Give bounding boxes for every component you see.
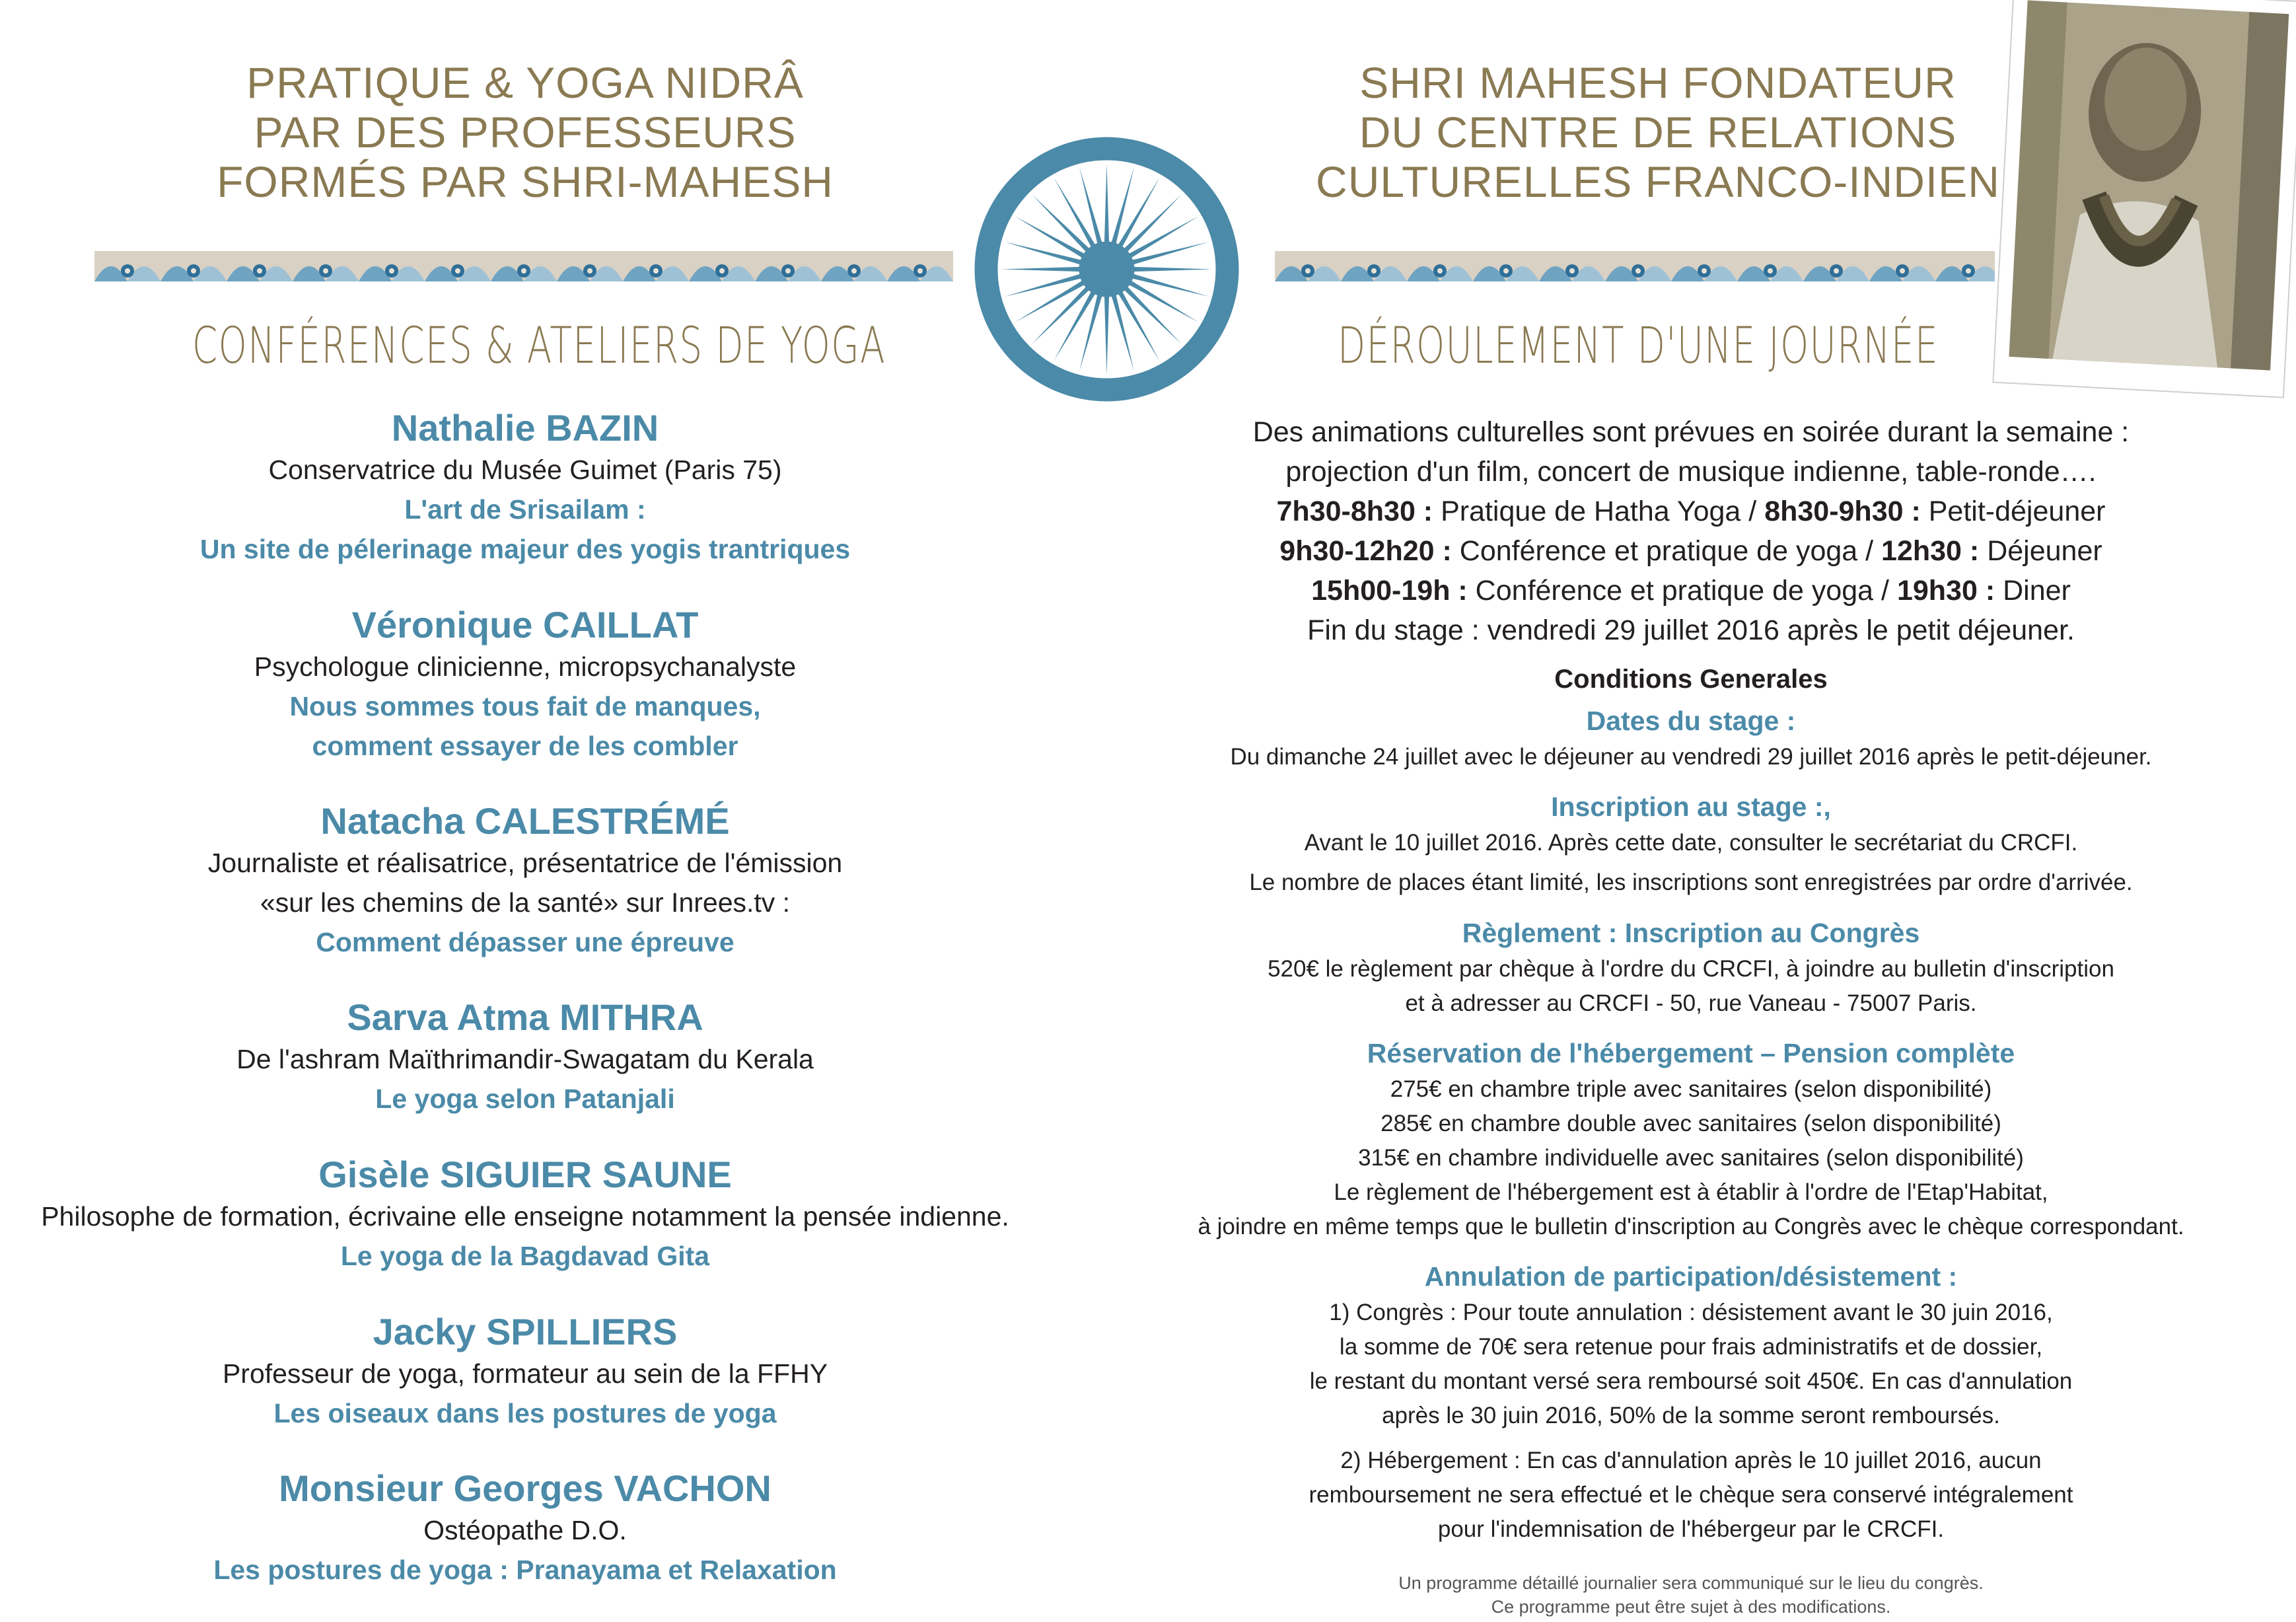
- program-end: Fin du stage : vendredi 29 juillet 2016 après le petit déjeuner.: [1307, 614, 2075, 646]
- schedule-row-1: 7h30-8h30 : Pratique de Hatha Yoga / 8h30-9h30 : Petit-déjeuner: [1276, 496, 2106, 527]
- reservation-text: 315€ en chambre individuelle avec sanitaires (selon disponibilité): [1358, 1145, 2024, 1171]
- left-header-title: [0, 58, 1050, 207]
- dates-heading: Dates du stage :: [1586, 706, 1796, 736]
- annulation-text: 2) Hébergement : En cas d'annulation après le 10 juillet 2016, aucun: [1340, 1448, 2042, 1473]
- speaker-7: [0, 1467, 1050, 1590]
- conditions-inscription: [1163, 788, 2219, 900]
- footer-line: Un programme détaillé journalier sera communiqué sur le lieu du congrès.: [1398, 1573, 1984, 1593]
- inscription-text: Le nombre de places étant limité, les inscriptions sont enregistrées par ordre d'arrivée.: [1249, 869, 2133, 895]
- speaker-talk: Le yoga de la Bagdavad Gita: [340, 1241, 710, 1271]
- speaker-role: Professeur de yoga, formateur au sein de la FFHY: [222, 1358, 828, 1389]
- speaker-talk: Comment dépasser une épreuve: [316, 927, 735, 957]
- speaker-name: Gisèle SIGUIER SAUNE: [318, 1154, 732, 1195]
- speaker-talk: Les postures de yoga : Pranayama et Relaxation: [213, 1555, 837, 1585]
- annulation-text: pour l'indemnisation de l'hébergeur par le CRCFI.: [1437, 1516, 1945, 1542]
- speaker-talk: Un site de pélerinage majeur des yogis trantriques: [199, 534, 851, 564]
- dates-text: Du dimanche 24 juillet avec le déjeuner au vendredi 29 juillet 2016 après le petit-déjeuner.: [1230, 744, 2152, 770]
- speaker-role: Conservatrice du Musée Guimet (Paris 75): [268, 455, 782, 485]
- footer-line: Ce programme peut être sujet à des modifications.: [1491, 1597, 1891, 1617]
- conditions-dates: [1163, 702, 2219, 774]
- right-section-title: DÉROULEMENT D'UNE JOURNÉE: [1338, 316, 1939, 375]
- schedule-row-3: 15h00-19h : Conférence et pratique de yoga / 19h30 : Diner: [1311, 575, 2071, 607]
- conditions-reservation: [1163, 1034, 2219, 1244]
- schedule-row-2: 9h30-12h20 : Conférence et pratique de yoga / 12h30 : Déjeuner: [1279, 535, 2102, 567]
- speaker-6: [0, 1310, 1050, 1433]
- speaker-talk: comment essayer de les combler: [312, 731, 738, 761]
- reservation-heading: Réservation de l'hébergement – Pension complète: [1367, 1038, 2015, 1068]
- speaker-name: Sarva Atma MITHRA: [347, 996, 703, 1038]
- reservation-text: 285€ en chambre double avec sanitaires (selon disponibilité): [1381, 1111, 2001, 1136]
- shri-mahesh-photo: [1988, 0, 2296, 404]
- speaker-name: Natacha CALESTRÉMÉ: [320, 800, 730, 842]
- speaker-name: Nathalie BAZIN: [391, 407, 659, 449]
- left-decorative-band: [94, 251, 953, 281]
- right-header-line-2: DU CENTRE DE RELATIONS: [1359, 108, 1957, 157]
- speaker-role: «sur les chemins de la santé» sur Inrees.tv :: [260, 887, 791, 918]
- right-header-title: [1255, 58, 2061, 207]
- left-header-line-2: PAR DES PROFESSEURS: [254, 108, 797, 157]
- speaker-role: Philosophe de formation, écrivaine elle enseigne notamment la pensée indienne.: [41, 1201, 1009, 1232]
- left-section-title: CONFÉRENCES & ATELIERS DE YOGA: [192, 316, 886, 375]
- annulation-text: 1) Congrès : Pour toute annulation : désistement avant le 30 juin 2016,: [1329, 1300, 2053, 1325]
- annulation-text: la somme de 70€ sera retenue pour frais administratifs et de dossier,: [1339, 1334, 2043, 1360]
- speaker-name: Monsieur Georges VACHON: [279, 1467, 771, 1509]
- speaker-talk: L'art de Srisailam :: [404, 494, 646, 525]
- annulation-text: le restant du montant versé sera remboursé soit 450€. En cas d'annulation: [1309, 1368, 2073, 1394]
- speaker-3: [0, 799, 1050, 962]
- program-intro: Des animations culturelles sont prévues en soirée durant la semaine :: [1252, 416, 2130, 448]
- left-header-line-1: PRATIQUE & YOGA NIDRÂ: [246, 58, 804, 107]
- reservation-text: Le règlement de l'hébergement est à établir à l'ordre de l'Etap'Habitat,: [1334, 1179, 2048, 1205]
- conditions-reglement: [1163, 914, 2219, 1021]
- speaker-name: Jacky SPILLIERS: [373, 1311, 678, 1352]
- ashoka-wheel-icon: [973, 135, 1240, 403]
- speaker-talk: Nous sommes tous fait de manques,: [289, 691, 761, 721]
- speaker-role: Journaliste et réalisatrice, présentatrice de l'émission: [207, 848, 843, 878]
- conditions-annulation: [1163, 1257, 2219, 1547]
- speaker-role: Psychologue clinicienne, micropsychanalyste: [254, 651, 797, 682]
- speaker-role: Ostéopathe D.O.: [423, 1515, 627, 1545]
- footer-note: [1163, 1571, 2219, 1619]
- left-header-line-3: FORMÉS PAR SHRI-MAHESH: [217, 157, 834, 206]
- inscription-text: Avant le 10 juillet 2016. Après cette date, consulter le secrétariat du CRCFI.: [1304, 830, 2078, 856]
- speaker-talk: Le yoga selon Patanjali: [375, 1084, 675, 1114]
- speaker-1: [0, 406, 1050, 569]
- annulation-text: après le 30 juin 2016, 50% de la somme seront remboursés.: [1382, 1403, 2000, 1428]
- reglement-text: 520€ le règlement par chèque à l'ordre du CRCFI, à joindre au bulletin d'inscription: [1268, 956, 2114, 982]
- reglement-heading: Règlement : Inscription au Congrès: [1462, 918, 1920, 948]
- inscription-heading: Inscription au stage :,: [1551, 792, 1831, 822]
- speaker-4: [0, 996, 1050, 1119]
- annulation-heading: Annulation de participation/désistement :: [1424, 1261, 1958, 1292]
- program-intro: projection d'un film, concert de musique indienne, table-ronde….: [1285, 456, 2097, 488]
- program-block: [1163, 412, 2219, 650]
- right-header-line-1: SHRI MAHESH FONDATEUR: [1359, 58, 1956, 107]
- reservation-text: 275€ en chambre triple avec sanitaires (selon disponibilité): [1390, 1076, 1992, 1102]
- speaker-talk: Les oiseaux dans les postures de yoga: [273, 1398, 777, 1428]
- right-header-line-3: CULTURELLES FRANCO-INDIEN: [1316, 157, 2000, 206]
- annulation-text: remboursement ne sera effectué et le chèque sera conservé intégralement: [1309, 1482, 2073, 1508]
- right-decorative-band: [1275, 251, 1995, 281]
- speaker-2: [0, 603, 1050, 766]
- conditions-title: Conditions Generales: [1554, 665, 1828, 694]
- reglement-text: et à adresser au CRCFI - 50, rue Vaneau - 75007 Paris.: [1405, 990, 1977, 1016]
- reservation-text: à joindre en même temps que le bulletin d'inscription au Congrès avec le chèque correspondant.: [1198, 1214, 2184, 1239]
- speaker-5: [0, 1153, 1050, 1276]
- speaker-name: Véronique CAILLAT: [351, 604, 699, 645]
- speaker-role: De l'ashram Maïthrimandir-Swagatam du Kerala: [236, 1044, 814, 1074]
